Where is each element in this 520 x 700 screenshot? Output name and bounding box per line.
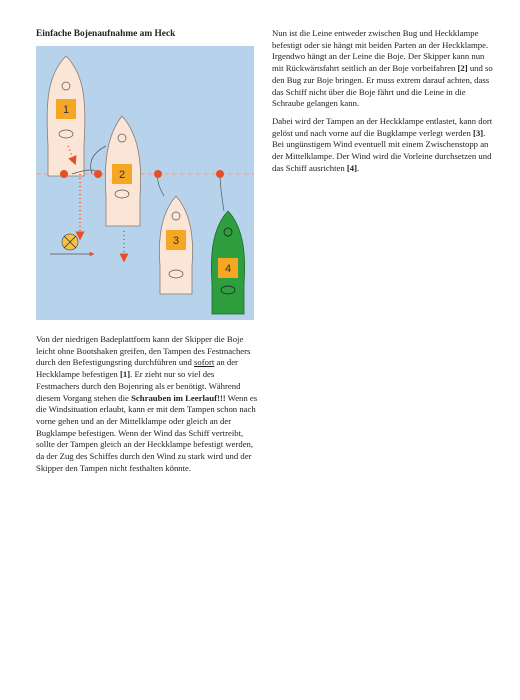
boat-3-label: 3 xyxy=(172,235,180,247)
left-paragraph: Von der niedrigen Badeplattform kann der Skipper die Boje leicht ohne Bootshaken greifen, den Tampen des Festmachers durch den Befestigungsring durchführen und sofort an der Heckklampe befestigen [1]. Er zieht nur so viel des Festmachers durch den Bojenring als er benötigt. Während diesem Vorgang stehen die Schrauben im Leerlauf!!! Wenn es die Windsituation erlaubt, kann er mit dem Tampen schon nach vorne gehen und an der Mittelklampe oder gleich an der Bugklampe befestigen. Wenn der Wind das Schiff vertreibt, sollte der Tampen gleich an der Heckklampe befestigt werden, da der Zug des Schiffes durch den Wind zu stark wird und der Skipper den Tampen nicht festhalten könnte. xyxy=(36,334,258,473)
right-column xyxy=(272,28,494,180)
boat-1-label: 1 xyxy=(62,104,70,116)
boat-2-label: 2 xyxy=(118,169,126,181)
buoy-icon xyxy=(60,170,68,178)
mooring-diagram-svg xyxy=(36,46,254,320)
right-paragraph-2: Dabei wird der Tampen an der Heckklampe entlastet, kann dort gelöst und nach vorne auf die Bugklampe verlegt werden [3]. Bei ungünstigem Wind eventuell mit einem Zwischenstopp an der Mittelklampe. Der Wind wird die Vorleine durchsetzen und das Schiff ausrichten [4]. xyxy=(272,115,493,173)
mooring-diagram xyxy=(36,46,254,320)
boat-4 xyxy=(211,174,244,314)
wind-rose-icon xyxy=(50,234,92,254)
right-paragraph-1: Nun ist die Leine entweder zwischen Bug und Heckklampe befestigt oder sie hängt mit beiden Parten an der Heckklampe. Irgendwo hängt an der Leine die Boje. Der Skipper kann nun mit Rückwärtsfahrt seitlich an der Boje vorbeifahren [2] und so den Bug zur Boje bringen. Er muss extrem darauf achten, dass das Schiff nicht über die Boje fährt und die Leine in die Schraube gelangen kann. xyxy=(272,28,493,109)
boat-3 xyxy=(158,174,193,294)
page-heading: Einfache Bojenaufnahme am Heck xyxy=(36,29,176,39)
buoy-icon xyxy=(216,170,224,178)
buoy-icon xyxy=(154,170,162,178)
buoy-icon xyxy=(94,170,102,178)
boat-4-label: 4 xyxy=(224,263,232,275)
